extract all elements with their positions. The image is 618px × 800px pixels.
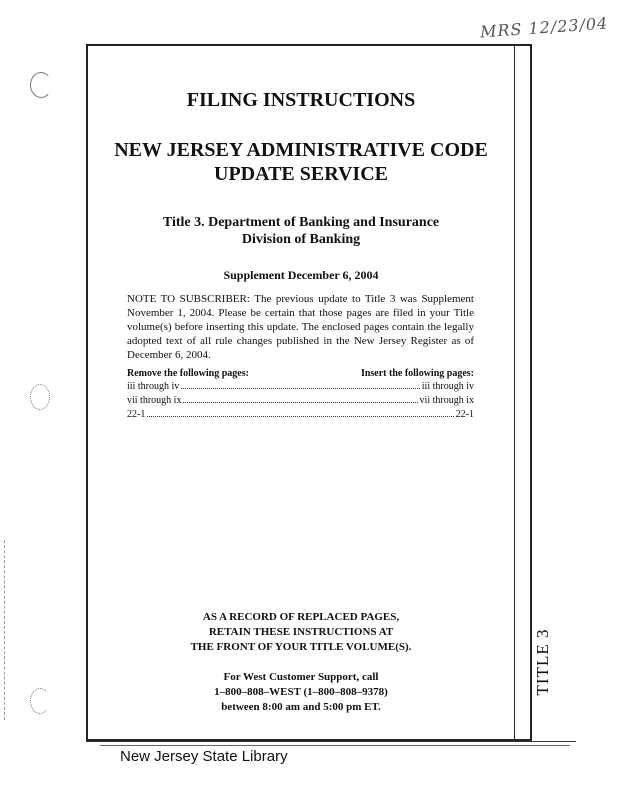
support-hours: between 8:00 am and 5:00 pm ET.: [221, 701, 381, 713]
dot-leader: [147, 416, 453, 417]
page-heading: FILING INSTRUCTIONS: [186, 89, 416, 111]
binder-hole-bottom: [30, 688, 50, 714]
library-stamp: New Jersey State Library: [120, 748, 288, 765]
table-row: [127, 409, 474, 423]
support-phone: 1–800–808–WEST (1–800–808–9378): [214, 686, 388, 698]
remove-pages: vii through ix: [127, 395, 182, 406]
title-subject-line-2: Division of Banking: [241, 232, 361, 247]
support-line-1: For West Customer Support, call: [223, 671, 379, 683]
insert-pages: iii through iv: [421, 381, 474, 392]
subscriber-note: NOTE TO SUBSCRIBER: The previous update to Title 3 was Supplement November 1, 2004. Please be certain that those pages are filed in your Title volume(s) before inserting this update. The enclosed pages contain the legally adopted text of all rule changes published in the New Jersey Register as of December 6, 2004.: [127, 293, 474, 361]
bottom-rule: [86, 741, 576, 742]
retain-line-2: RETAIN THESE INSTRUCTIONS AT: [208, 626, 394, 638]
retain-instructions: [86, 610, 516, 655]
code-title: [86, 138, 516, 186]
table-row: [127, 381, 474, 395]
table-row: [127, 395, 474, 409]
dot-leader: [183, 402, 417, 403]
customer-support: [86, 670, 516, 715]
title-subject: [86, 214, 516, 248]
code-title-line-2: UPDATE SERVICE: [214, 163, 388, 185]
code-title-line-1: NEW JERSEY ADMINISTRATIVE CODE: [114, 139, 488, 161]
bottom-rule-secondary: [100, 745, 570, 746]
scan-edge-marks: [4, 540, 7, 720]
insert-header: Insert the following pages:: [360, 368, 474, 379]
handwritten-initials: MRS 12/23/04: [479, 13, 609, 42]
remove-pages: iii through iv: [127, 381, 180, 392]
supplement-date: Supplement December 6, 2004: [223, 268, 379, 282]
page-replacement-table: [127, 368, 474, 423]
title-tab-label: TITLE 3: [533, 628, 552, 696]
binder-hole-middle: [30, 384, 50, 410]
remove-pages: 22-1: [127, 409, 146, 420]
insert-pages: vii through ix: [419, 395, 474, 406]
retain-line-3: THE FRONT OF YOUR TITLE VOLUME(S).: [190, 641, 412, 653]
retain-line-1: AS A RECORD OF REPLACED PAGES,: [202, 611, 400, 623]
table-header: [127, 368, 474, 381]
title-subject-line-1: Title 3. Department of Banking and Insurance: [162, 215, 440, 230]
binder-hole-top: [30, 72, 52, 98]
remove-header: Remove the following pages:: [127, 368, 249, 379]
dot-leader: [181, 388, 420, 389]
insert-pages: 22-1: [455, 409, 474, 420]
